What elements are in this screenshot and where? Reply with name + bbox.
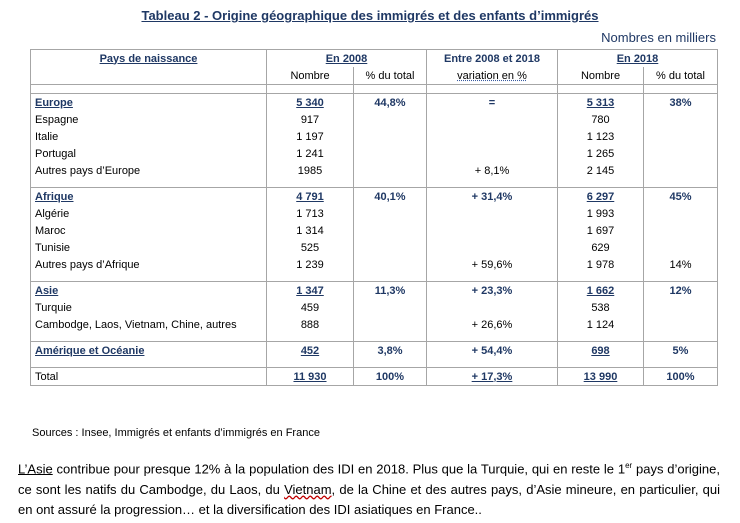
header-2008: En 2008 xyxy=(267,50,427,68)
header-2018: En 2018 xyxy=(558,50,718,68)
header-country: Pays de naissance xyxy=(31,50,267,68)
table-row-asie: Asie 1 347 11,3% + 23,3% 1 662 12% xyxy=(31,282,718,300)
table-row: Italie 1 197 1 123 xyxy=(31,128,718,145)
units-note: Nombres en milliers xyxy=(601,30,716,45)
header-row-2 xyxy=(31,67,718,85)
table-row: Portugal 1 241 1 265 xyxy=(31,145,718,162)
immigration-table xyxy=(30,49,718,386)
table-row: Espagne 917 780 xyxy=(31,111,718,128)
header-pct-2018: % du total xyxy=(644,67,718,85)
table-row: Turquie 459 538 xyxy=(31,299,718,316)
table-row-total: Total 11 930 100% + 17,3% 13 990 100% xyxy=(31,368,718,386)
table-row-afrique: Afrique 4 791 40,1% + 31,4% 6 297 45% xyxy=(31,188,718,206)
table-row: Tunisie 525 629 xyxy=(31,239,718,256)
header-variation: variation en % xyxy=(427,67,558,85)
header-nombre-2008: Nombre xyxy=(267,67,354,85)
table-row-amerique: Amérique et Océanie 452 3,8% + 54,4% 698 5% xyxy=(31,342,718,360)
source-note: Sources : Insee, Immigrés et enfants d’immigrés en France xyxy=(32,427,320,439)
header-between: Entre 2008 et 2018 xyxy=(427,50,558,68)
table-row: Autres pays d’Afrique 1 239 + 59,6% 1 978 14% xyxy=(31,256,718,273)
header-pct-2008: % du total xyxy=(354,67,427,85)
table-row: Autres pays d’Europe 1985 + 8,1% 2 145 xyxy=(31,162,718,179)
table-title: Tableau 2 - Origine géographique des immigrés et des enfants d’immigrés xyxy=(141,8,599,23)
header-nombre-2018: Nombre xyxy=(558,67,644,85)
table-row-europe: Europe 5 340 44,8% = 5 313 38% xyxy=(31,94,718,112)
table-row: Algérie 1 713 1 993 xyxy=(31,205,718,222)
table-row: Maroc 1 314 1 697 xyxy=(31,222,718,239)
commentary-paragraph: L’Asie contribue pour presque 12% à la population des IDI en 2018. Plus que la Turquie, qui en reste le 1er pays d’origine, ce sont les natifs du Cambodge, du Laos, du Vietnam, de la Chine et des autres pays, d’Asie mineure, en particulier, qui en ont assuré la progression… et la diversification des IDI asiatiques en France.. xyxy=(18,461,721,518)
header-row-1 xyxy=(31,50,718,68)
table-row: Cambodge, Laos, Vietnam, Chine, autres 888 + 26,6% 1 124 xyxy=(31,316,718,333)
